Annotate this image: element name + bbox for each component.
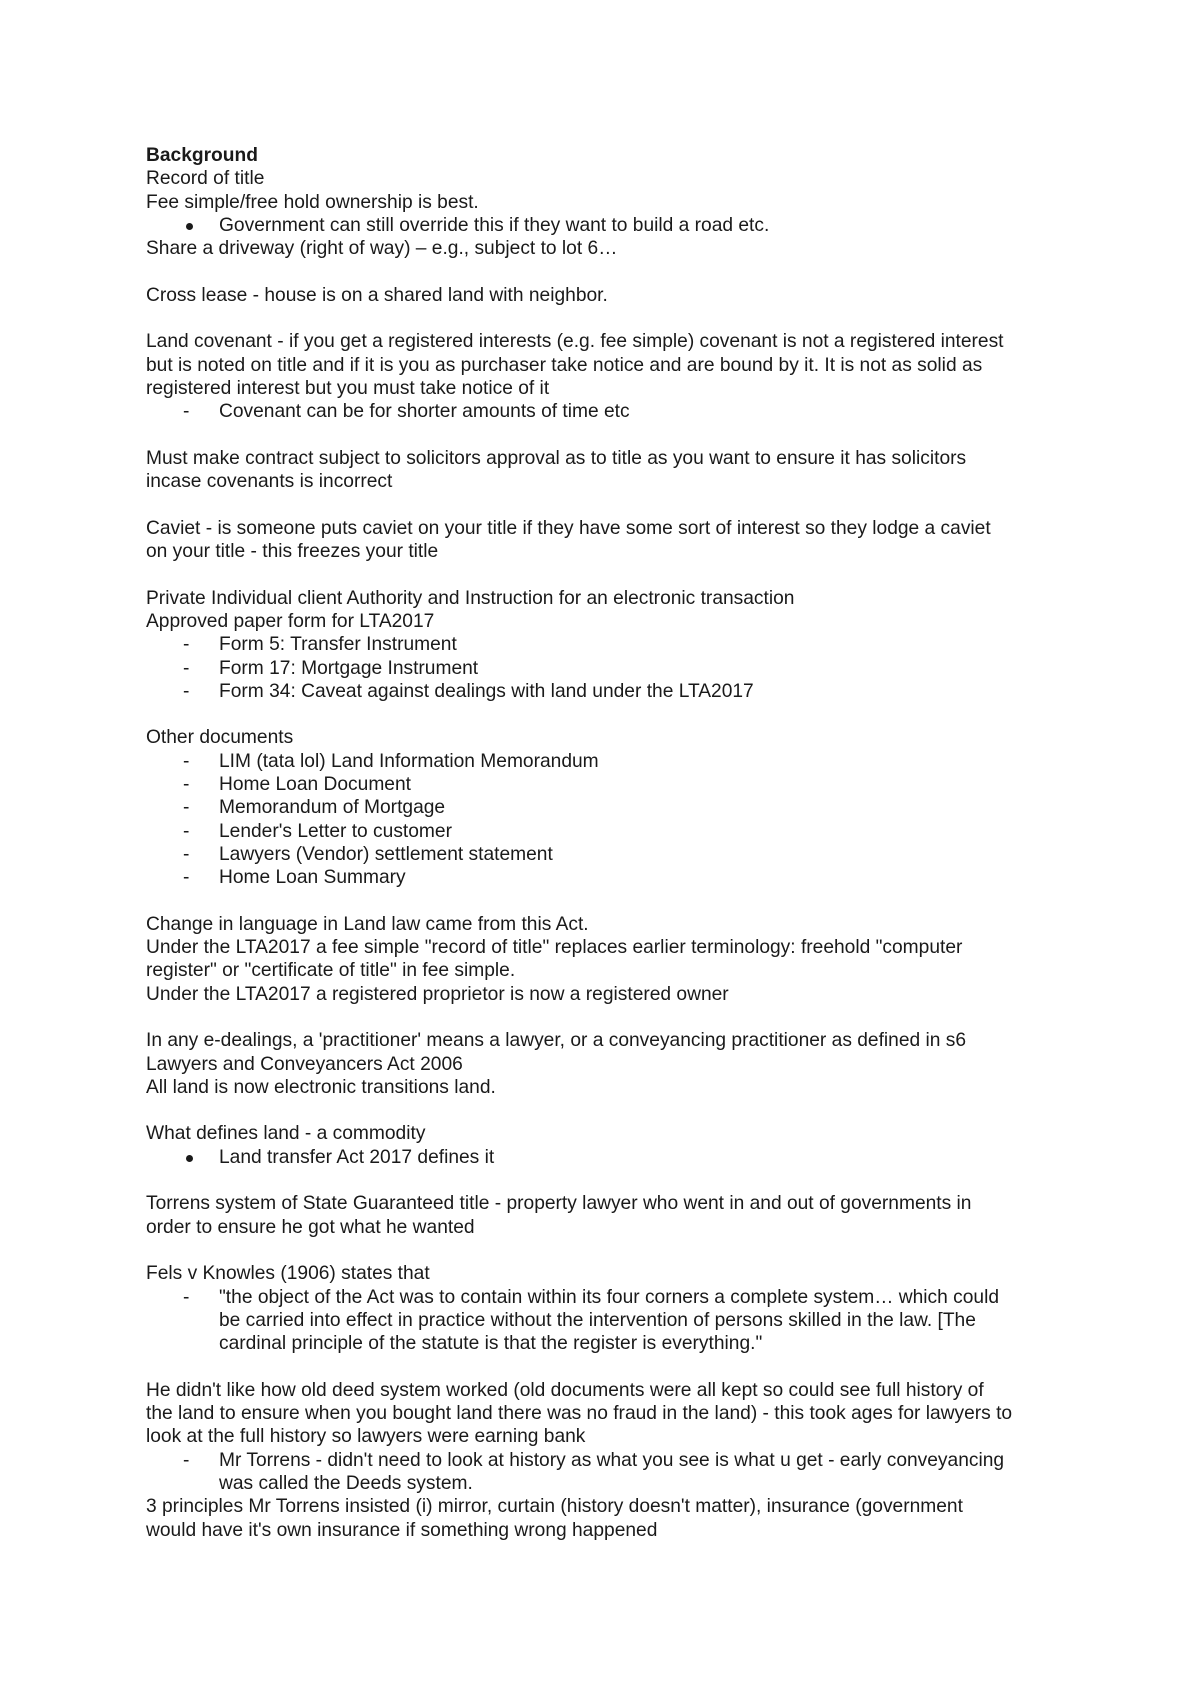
text-line: Under the LTA2017 a registered proprietor is now a registered owner	[146, 983, 729, 1005]
text-line: Caviet - is someone puts caviet on your title if they have some sort of interest so they lodge a caviet	[146, 517, 991, 539]
quote-continuation	[146, 1332, 1066, 1355]
text-line: incase covenants is incorrect	[146, 471, 393, 493]
dash-marker: -	[183, 867, 190, 889]
quote-text: cardinal principle of the statute is that the register is everything."	[219, 1333, 763, 1355]
text-line: Lawyers and Conveyancers Act 2006	[146, 1053, 463, 1075]
text-line: Other documents	[146, 727, 294, 749]
text-line: Share a driveway (right of way) – e.g., subject to lot 6…	[146, 238, 618, 260]
dash-text: Memorandum of Mortgage	[219, 797, 446, 819]
quote-text: be carried into effect in practice without the intervention of persons skilled in the law. [The	[219, 1309, 976, 1331]
text-line: Land covenant - if you get a registered interests (e.g. fee simple) covenant is not a registered interest	[146, 331, 1004, 353]
bullet-icon	[186, 1155, 193, 1162]
dash-text: Lender's Letter to customer	[219, 820, 452, 842]
dash-text: was called the Deeds system.	[219, 1472, 473, 1494]
bullet-icon	[186, 223, 193, 230]
text-line: Cross lease - house is on a shared land with neighbor.	[146, 284, 608, 306]
dash-text: Form 5: Transfer Instrument	[219, 634, 457, 656]
dash-marker: -	[183, 657, 190, 679]
text-line: register" or "certificate of title" in fee simple.	[146, 960, 516, 982]
text-line: Approved paper form for LTA2017	[146, 610, 435, 632]
text-line: registered interest but you must take notice of it	[146, 377, 550, 399]
dash-text: Form 17: Mortgage Instrument	[219, 657, 479, 679]
dash-text: LIM (tata lol) Land Information Memorandum	[219, 750, 599, 772]
text-line: All land is now electronic transitions land.	[146, 1076, 496, 1098]
dash-item	[146, 866, 1066, 889]
text-line: 3 principles Mr Torrens insisted (i) mirror, curtain (history doesn't matter), insurance (government	[146, 1496, 963, 1518]
text-line: would have it's own insurance if something wrong happened	[146, 1519, 658, 1541]
bullet-text: Land transfer Act 2017 defines it	[219, 1146, 495, 1168]
dash-item	[146, 400, 1066, 423]
text-line: on your title - this freezes your title	[146, 541, 439, 563]
text-line: Record of title	[146, 168, 265, 190]
dash-item	[146, 1449, 1066, 1472]
dash-item	[146, 796, 1066, 819]
dash-marker: -	[183, 843, 190, 865]
dash-text: Home Loan Document	[219, 774, 411, 796]
text-line: Private Individual client Authority and Instruction for an electronic transaction	[146, 587, 795, 609]
bullet-text: Government can still override this if they want to build a road etc.	[219, 214, 770, 236]
text-line: He didn't like how old deed system worked (old documents were all kept so could see full history of	[146, 1379, 984, 1401]
dash-item	[146, 680, 1066, 703]
text-line: but is noted on title and if it is you as purchaser take notice and are bound by it. It is not as solid as	[146, 354, 983, 376]
dash-marker: -	[183, 820, 190, 842]
dash-text: Form 34: Caveat against dealings with land under the LTA2017	[219, 680, 754, 702]
text-line: Change in language in Land law came from this Act.	[146, 913, 589, 935]
dash-marker: -	[183, 634, 190, 656]
section-heading: Background	[146, 145, 258, 166]
dash-marker: -	[183, 797, 190, 819]
text-line: look at the full history so lawyers were earning bank	[146, 1426, 586, 1448]
dash-item	[146, 820, 1066, 843]
dash-item	[146, 657, 1066, 680]
text-line: What defines land - a commodity	[146, 1123, 426, 1145]
dash-item	[146, 843, 1066, 866]
dash-marker: -	[183, 401, 190, 423]
document-page	[146, 144, 1066, 1542]
dash-item	[146, 773, 1066, 796]
bullet-item	[146, 1146, 1066, 1169]
text-line: Fels v Knowles (1906) states that	[146, 1263, 430, 1285]
dash-item	[146, 750, 1066, 773]
text-line: Fee simple/free hold ownership is best.	[146, 191, 479, 213]
dash-marker: -	[183, 774, 190, 796]
quote-continuation	[146, 1309, 1066, 1332]
quote-text: "the object of the Act was to contain within its four corners a complete system… which could	[219, 1286, 1000, 1308]
text-line: Under the LTA2017 a fee simple "record of title" replaces earlier terminology: freehold "computer	[146, 937, 963, 959]
bullet-item	[146, 214, 1066, 237]
dash-marker: -	[183, 1286, 190, 1308]
dash-text: Home Loan Summary	[219, 867, 406, 889]
dash-marker: -	[183, 1449, 190, 1471]
dash-text: Covenant can be for shorter amounts of time etc	[219, 401, 630, 423]
dash-marker: -	[183, 750, 190, 772]
dash-text: Lawyers (Vendor) settlement statement	[219, 843, 553, 865]
dash-item	[146, 1286, 1066, 1309]
dash-text: Mr Torrens - didn't need to look at history as what you see is what u get - early conveyancing	[219, 1449, 1005, 1471]
dash-item	[146, 633, 1066, 656]
text-line: order to ensure he got what he wanted	[146, 1216, 475, 1238]
text-line: Torrens system of State Guaranteed title - property lawyer who went in and out of governments in	[146, 1193, 972, 1215]
text-line: In any e-dealings, a 'practitioner' means a lawyer, or a conveyancing practitioner as defined in s6	[146, 1030, 967, 1052]
dash-marker: -	[183, 680, 190, 702]
dash-continuation	[146, 1472, 1066, 1495]
text-line: the land to ensure when you bought land there was no fraud in the land) - this took ages for lawyers to	[146, 1403, 1013, 1425]
text-line: Must make contract subject to solicitors approval as to title as you want to ensure it has solicitors	[146, 447, 967, 469]
